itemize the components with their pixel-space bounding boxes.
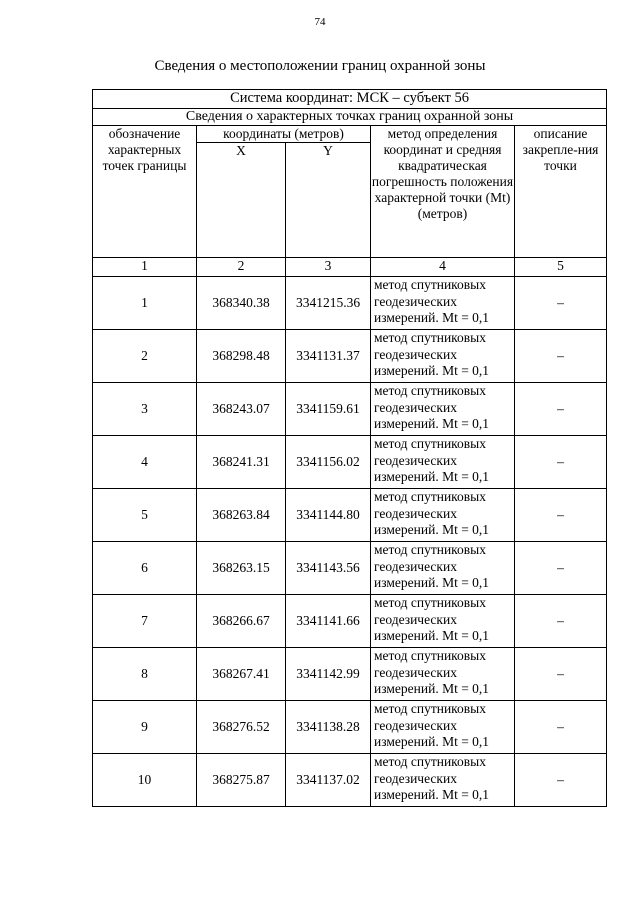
col-header-description: описание закрепле-ния точки — [515, 126, 607, 258]
method-line: геодезических — [374, 664, 457, 680]
method-line: геодезических — [374, 717, 457, 733]
method-line: измерений. Mt = 0,1 — [374, 310, 490, 325]
method-line: геодезических — [374, 611, 457, 627]
col-number: 5 — [515, 258, 607, 277]
method-line: геодезических — [374, 293, 457, 309]
method-line: метод спутниковых — [374, 277, 486, 292]
method-line: измерений. Mt = 0,1 — [374, 734, 490, 749]
method-cell — [371, 701, 515, 754]
method-line: геодезических — [374, 770, 457, 786]
y-coordinate-cell: 3341156.02 — [286, 436, 371, 489]
method-cell — [371, 489, 515, 542]
col-header-designation: обозначение характерных точек границы — [93, 126, 197, 258]
description-cell: – — [515, 277, 607, 330]
x-coordinate-cell: 368275.87 — [197, 754, 286, 807]
method-line: метод спутниковых — [374, 489, 486, 504]
y-coordinate-cell: 3341159.61 — [286, 383, 371, 436]
point-id-cell: 3 — [93, 383, 197, 436]
method-line: измерений. Mt = 0,1 — [374, 787, 490, 802]
coordinates-table — [92, 89, 607, 807]
method-line: геодезических — [374, 399, 457, 415]
y-coordinate-cell: 3341143.56 — [286, 542, 371, 595]
method-line: измерений. Mt = 0,1 — [374, 681, 490, 696]
x-coordinate-cell: 368267.41 — [197, 648, 286, 701]
description-cell: – — [515, 383, 607, 436]
x-coordinate-cell: 368298.48 — [197, 330, 286, 383]
method-cell — [371, 542, 515, 595]
table-row — [93, 648, 607, 701]
header-row-columns — [93, 126, 607, 143]
header-row-system — [93, 90, 607, 109]
method-line: измерений. Mt = 0,1 — [374, 469, 490, 484]
method-cell — [371, 595, 515, 648]
table-row — [93, 436, 607, 489]
table-body — [93, 90, 607, 807]
point-id-cell: 1 — [93, 277, 197, 330]
x-coordinate-cell: 368276.52 — [197, 701, 286, 754]
method-cell — [371, 383, 515, 436]
description-cell: – — [515, 754, 607, 807]
method-cell — [371, 648, 515, 701]
point-id-cell: 6 — [93, 542, 197, 595]
method-cell — [371, 436, 515, 489]
method-line: метод спутниковых — [374, 701, 486, 716]
method-line: геодезических — [374, 452, 457, 468]
method-cell — [371, 330, 515, 383]
header-row-points — [93, 109, 607, 126]
header-row-numbers — [93, 258, 607, 277]
point-id-cell: 2 — [93, 330, 197, 383]
table-row — [93, 542, 607, 595]
table-row — [93, 383, 607, 436]
method-cell — [371, 754, 515, 807]
method-line: геодезических — [374, 558, 457, 574]
x-coordinate-cell: 368243.07 — [197, 383, 286, 436]
y-coordinate-cell: 3341137.02 — [286, 754, 371, 807]
description-cell: – — [515, 436, 607, 489]
col-number: 3 — [286, 258, 371, 277]
point-id-cell: 7 — [93, 595, 197, 648]
table-row — [93, 701, 607, 754]
description-cell: – — [515, 595, 607, 648]
point-id-cell: 9 — [93, 701, 197, 754]
method-cell — [371, 277, 515, 330]
col-header-x: X — [197, 143, 286, 258]
y-coordinate-cell: 3341138.28 — [286, 701, 371, 754]
method-line: метод спутниковых — [374, 330, 486, 345]
method-line: измерений. Mt = 0,1 — [374, 628, 490, 643]
method-line: измерений. Mt = 0,1 — [374, 575, 490, 590]
col-header-coordinates: координаты (метров) — [197, 126, 371, 143]
table-row — [93, 595, 607, 648]
table-row — [93, 330, 607, 383]
page-number: 74 — [314, 16, 326, 28]
method-line: метод спутниковых — [374, 648, 486, 663]
point-id-cell: 8 — [93, 648, 197, 701]
col-header-y: Y — [286, 143, 371, 258]
table-row — [93, 277, 607, 330]
document-title: Сведения о местоположении границ охранной зоны — [154, 58, 486, 74]
description-cell: – — [515, 542, 607, 595]
method-line: геодезических — [374, 505, 457, 521]
col-number: 4 — [371, 258, 515, 277]
x-coordinate-cell: 368340.38 — [197, 277, 286, 330]
point-id-cell: 4 — [93, 436, 197, 489]
method-line: геодезических — [374, 346, 457, 362]
method-line: метод спутниковых — [374, 542, 486, 557]
description-cell: – — [515, 489, 607, 542]
x-coordinate-cell: 368263.84 — [197, 489, 286, 542]
y-coordinate-cell: 3341141.66 — [286, 595, 371, 648]
method-line: метод спутниковых — [374, 436, 486, 451]
x-coordinate-cell: 368266.67 — [197, 595, 286, 648]
points-header: Сведения о характерных точках границ охранной зоны — [93, 109, 607, 126]
col-header-method: метод определения координат и средняя квадратическая погрешность положения характерной точки (Mt) (метров) — [371, 126, 515, 258]
description-cell: – — [515, 701, 607, 754]
point-id-cell: 10 — [93, 754, 197, 807]
x-coordinate-cell: 368263.15 — [197, 542, 286, 595]
description-cell: – — [515, 330, 607, 383]
table-row — [93, 489, 607, 542]
method-line: измерений. Mt = 0,1 — [374, 522, 490, 537]
method-line: метод спутниковых — [374, 754, 486, 769]
table-row — [93, 754, 607, 807]
point-id-cell: 5 — [93, 489, 197, 542]
method-line: измерений. Mt = 0,1 — [374, 416, 490, 431]
y-coordinate-cell: 3341142.99 — [286, 648, 371, 701]
y-coordinate-cell: 3341144.80 — [286, 489, 371, 542]
col-number: 2 — [197, 258, 286, 277]
method-line: измерений. Mt = 0,1 — [374, 363, 490, 378]
y-coordinate-cell: 3341215.36 — [286, 277, 371, 330]
method-line: метод спутниковых — [374, 383, 486, 398]
method-line: метод спутниковых — [374, 595, 486, 610]
y-coordinate-cell: 3341131.37 — [286, 330, 371, 383]
description-cell: – — [515, 648, 607, 701]
coordinate-system-header: Система координат: МСК – субъект 56 — [93, 90, 607, 109]
x-coordinate-cell: 368241.31 — [197, 436, 286, 489]
col-number: 1 — [93, 258, 197, 277]
